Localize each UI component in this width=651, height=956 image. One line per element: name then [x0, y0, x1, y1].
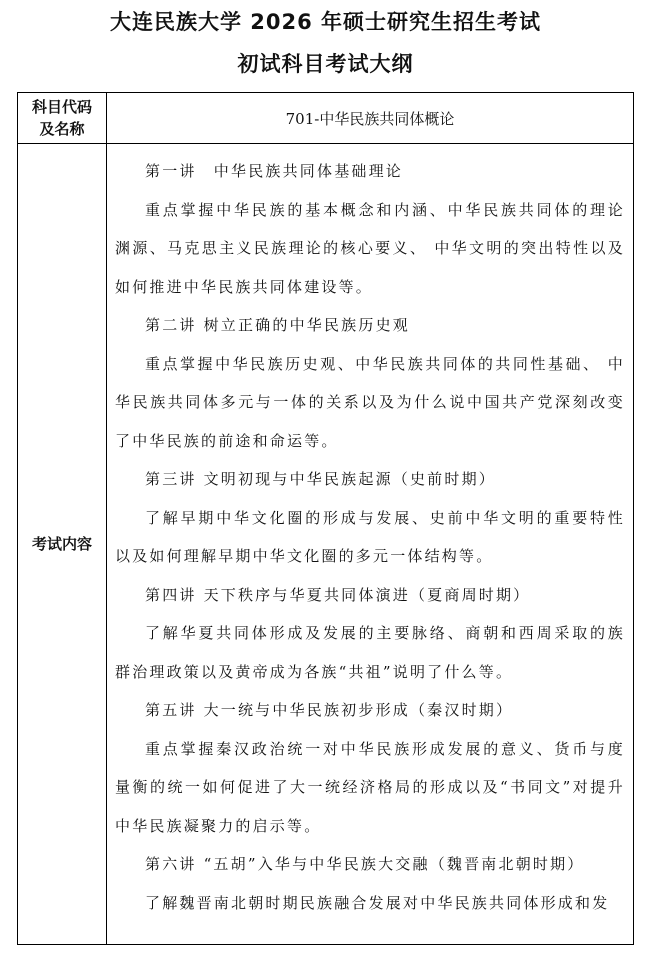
subject-label-line1: 科目代码: [31, 98, 92, 116]
lecture-title: 第五讲 大一统与中华民族初步形成（秦汉时期）: [145, 701, 514, 719]
content-row: [18, 144, 634, 945]
lecture-title: 第二讲 树立正确的中华民族历史观: [145, 316, 410, 334]
lecture-title: 第一讲 中华民族共同体基础理论: [145, 162, 404, 180]
subject-row: [18, 93, 634, 144]
lecture-body: 重点掌握中华民族历史观、中华民族共同体的共同性基础、 中华民族共同体多元与一体的关系以及为什么说中国共产党深刻改变了中华民族的前途和命运等。: [115, 354, 625, 450]
subject-label-line2: 及名称: [39, 120, 85, 138]
lecture-title: 第六讲 “五胡”入华与中华民族大交融（魏晋南北朝时期）: [145, 855, 585, 873]
document-subtitle: 初试科目考试大纲: [237, 52, 414, 76]
content-cell: [107, 144, 634, 945]
subject-label-cell: [18, 93, 107, 144]
lecture-body: 了解早期中华文化圈的形成与发展、史前中华文明的重要特性以及如何理解早期中华文化圈的多元一体结构等。: [115, 508, 625, 565]
content-label: 考试内容: [18, 144, 107, 945]
lecture-body: 了解华夏共同体形成及发展的主要脉络、商朝和西周采取的族群治理政策以及黄帝成为各族“共祖”说明了什么等。: [115, 624, 625, 681]
lecture-title: 第三讲 文明初现与中华民族起源（史前时期）: [145, 470, 496, 488]
lecture-title: 第四讲 天下秩序与华夏共同体演进（夏商周时期）: [145, 585, 531, 604]
lecture-body: 重点掌握中华民族的基本概念和内涵、中华民族共同体的理论渊源、马克思主义民族理论的核心要义、 中华文明的突出特性以及如何推进中华民族共同体建设等。: [115, 200, 625, 296]
subject-value: 701-中华民族共同体概论: [107, 93, 634, 144]
outline-table: [17, 92, 634, 945]
lecture-body: 了解魏晋南北朝时期民族融合发展对中华民族共同体形成和发: [145, 893, 610, 912]
document-title: 大连民族大学 2026 年硕士研究生招生考试: [109, 10, 542, 34]
lecture-body: 重点掌握秦汉政治统一对中华民族形成发展的意义、货币与度量衡的统一如何促进了大一统经济格局的形成以及“书同文”对提升中华民族凝聚力的启示等。: [115, 739, 625, 835]
